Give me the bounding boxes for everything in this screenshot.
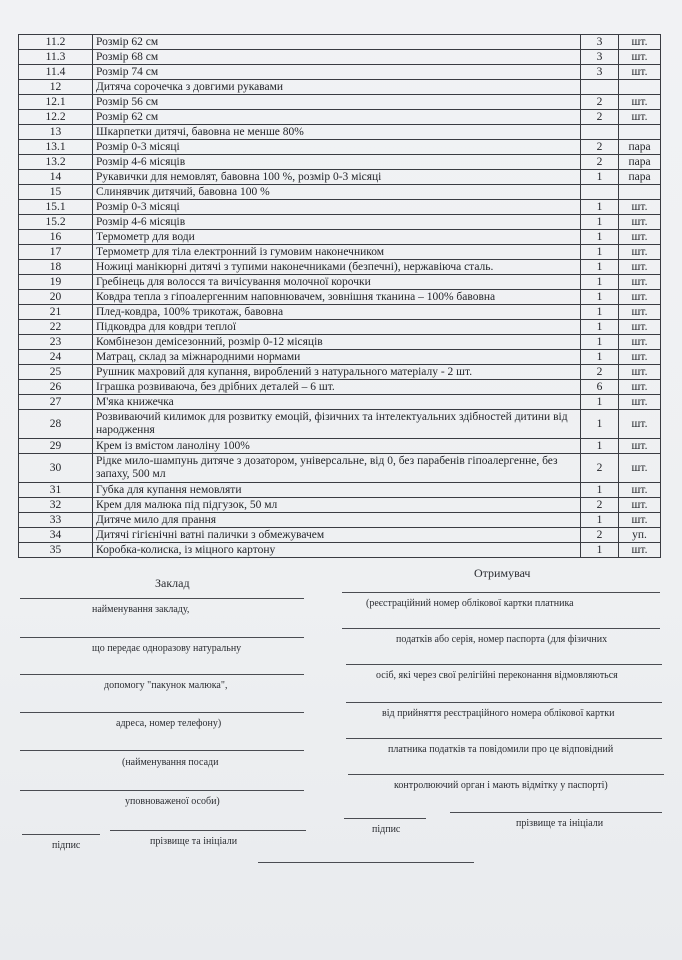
item-number: 11.2 <box>19 35 93 50</box>
item-quantity: 1 <box>581 439 619 454</box>
item-number: 13.1 <box>19 140 93 155</box>
item-description: Плед-ковдра, 100% трикотаж, бавовна <box>93 305 581 320</box>
item-number: 23 <box>19 335 93 350</box>
item-number: 13 <box>19 125 93 140</box>
item-description: Дитячі гігієнічні ватні палички з обмежувачем <box>93 528 581 543</box>
table-row <box>19 80 661 95</box>
item-unit: шт. <box>619 410 661 439</box>
item-description: Коробка-колиска, із міцного картону <box>93 543 581 558</box>
item-description: Розмір 62 см <box>93 110 581 125</box>
item-quantity: 2 <box>581 365 619 380</box>
item-unit: пара <box>619 170 661 185</box>
table-row <box>19 380 661 395</box>
table-row <box>19 454 661 483</box>
item-quantity: 3 <box>581 35 619 50</box>
institution-caption-2: що передає одноразову натуральну <box>92 643 242 654</box>
item-unit: шт. <box>619 543 661 558</box>
institution-name-caption: прізвище та ініціали <box>150 836 238 847</box>
item-description: Шкарпетки дитячі, бавовна не менше 80% <box>93 125 581 140</box>
item-unit: шт. <box>619 498 661 513</box>
item-number: 25 <box>19 365 93 380</box>
recipient-caption-4: від прийняття реєстраційного номера облікової картки <box>382 708 615 719</box>
item-description: Термометр для води <box>93 230 581 245</box>
item-number: 11.3 <box>19 50 93 65</box>
item-number: 35 <box>19 543 93 558</box>
item-quantity: 1 <box>581 200 619 215</box>
item-unit: шт. <box>619 200 661 215</box>
item-unit: уп. <box>619 528 661 543</box>
item-description: Рушник махровий для купання, вироблений з натурального матеріалу - 2 шт. <box>93 365 581 380</box>
table-row <box>19 215 661 230</box>
item-number: 33 <box>19 513 93 528</box>
item-quantity: 1 <box>581 543 619 558</box>
institution-caption-3: допомогу "пакунок малюка", <box>104 680 228 691</box>
item-unit <box>619 80 661 95</box>
institution-caption-6: уповноваженої особи) <box>125 796 220 807</box>
table-row <box>19 155 661 170</box>
institution-line <box>20 750 304 751</box>
items-table <box>18 34 661 558</box>
item-number: 28 <box>19 410 93 439</box>
item-description: Розмір 74 см <box>93 65 581 80</box>
item-quantity <box>581 80 619 95</box>
recipient-line <box>346 664 662 665</box>
table-row <box>19 350 661 365</box>
item-number: 13.2 <box>19 155 93 170</box>
recipient-line <box>346 738 662 739</box>
item-number: 12 <box>19 80 93 95</box>
institution-line <box>20 674 304 675</box>
item-description: Ножиці манікюрні дитячі з тупими наконечниками (безпечні), нержавіюча сталь. <box>93 260 581 275</box>
item-number: 34 <box>19 528 93 543</box>
item-quantity: 1 <box>581 350 619 365</box>
item-quantity: 3 <box>581 50 619 65</box>
table-row <box>19 365 661 380</box>
item-number: 29 <box>19 439 93 454</box>
table-row <box>19 50 661 65</box>
item-description: М'яка книжечка <box>93 395 581 410</box>
item-unit: шт. <box>619 380 661 395</box>
institution-name-line <box>110 830 306 831</box>
item-quantity: 1 <box>581 320 619 335</box>
item-description: Дитяча сорочечка з довгими рукавами <box>93 80 581 95</box>
item-quantity: 1 <box>581 170 619 185</box>
item-number: 30 <box>19 454 93 483</box>
recipient-caption-5: платника податків та повідомили про це відповідний <box>388 744 614 755</box>
item-number: 12.1 <box>19 95 93 110</box>
recipient-caption-1: (реєстраційний номер облікової картки платника <box>366 598 574 609</box>
institution-line <box>20 790 304 791</box>
table-row <box>19 125 661 140</box>
table-row <box>19 35 661 50</box>
item-description: Термометр для тіла електронний із гумовим наконечником <box>93 245 581 260</box>
institution-line <box>20 637 304 638</box>
item-number: 18 <box>19 260 93 275</box>
item-quantity: 1 <box>581 305 619 320</box>
item-quantity: 2 <box>581 110 619 125</box>
table-row <box>19 498 661 513</box>
table-row <box>19 245 661 260</box>
item-description: Гребінець для волосся та вичісування молочної корочки <box>93 275 581 290</box>
item-unit: шт. <box>619 483 661 498</box>
item-number: 24 <box>19 350 93 365</box>
item-unit: шт. <box>619 439 661 454</box>
institution-caption-4: адреса, номер телефону) <box>116 718 222 729</box>
item-unit: шт. <box>619 305 661 320</box>
recipient-line <box>346 702 662 703</box>
item-unit: шт. <box>619 395 661 410</box>
item-description: Слинявчик дитячий, бавовна 100 % <box>93 185 581 200</box>
table-row <box>19 395 661 410</box>
item-description: Розмір 0-3 місяці <box>93 200 581 215</box>
item-quantity <box>581 125 619 140</box>
table-row <box>19 65 661 80</box>
item-description: Ковдра тепла з гіпоалергенним наповнювачем, зовнішня тканина – 100% бавовна <box>93 290 581 305</box>
institution-heading: Заклад <box>155 576 190 590</box>
item-description: Іграшка розвиваюча, без дрібних деталей – 6 шт. <box>93 380 581 395</box>
table-row <box>19 170 661 185</box>
item-unit: шт. <box>619 513 661 528</box>
table-row <box>19 410 661 439</box>
item-number: 14 <box>19 170 93 185</box>
item-unit: шт. <box>619 350 661 365</box>
recipient-line <box>342 628 660 629</box>
item-unit: пара <box>619 140 661 155</box>
item-quantity: 2 <box>581 155 619 170</box>
item-unit: шт. <box>619 95 661 110</box>
item-unit: шт. <box>619 65 661 80</box>
item-number: 11.4 <box>19 65 93 80</box>
item-quantity: 6 <box>581 380 619 395</box>
item-description: Розмір 68 см <box>93 50 581 65</box>
item-description: Розмір 56 см <box>93 95 581 110</box>
item-number: 22 <box>19 320 93 335</box>
item-unit: шт. <box>619 260 661 275</box>
table-row <box>19 140 661 155</box>
table-row <box>19 230 661 245</box>
table-row <box>19 260 661 275</box>
table-row <box>19 200 661 215</box>
item-unit: шт. <box>619 290 661 305</box>
item-unit: шт. <box>619 50 661 65</box>
item-description: Розмір 4-6 місяців <box>93 215 581 230</box>
item-quantity: 3 <box>581 65 619 80</box>
institution-signature-line <box>22 834 100 835</box>
table-row <box>19 528 661 543</box>
item-description: Розмір 62 см <box>93 35 581 50</box>
item-description: Розмір 0-3 місяці <box>93 140 581 155</box>
item-number: 27 <box>19 395 93 410</box>
table-row <box>19 513 661 528</box>
institution-caption-5: (найменування посади <box>122 757 219 768</box>
item-number: 15.2 <box>19 215 93 230</box>
item-description: Комбінезон демісезонний, розмір 0-12 місяців <box>93 335 581 350</box>
recipient-line <box>342 592 660 593</box>
item-number: 12.2 <box>19 110 93 125</box>
item-number: 31 <box>19 483 93 498</box>
recipient-caption-3: осіб, які через свої релігійні переконання відмовляються <box>376 670 618 681</box>
item-description: Губка для купання немовляти <box>93 483 581 498</box>
recipient-name-caption: прізвище та ініціали <box>516 818 604 829</box>
item-description: Підковдра для ковдри теплої <box>93 320 581 335</box>
item-unit: шт. <box>619 215 661 230</box>
item-description: Крем із вмістом ланоліну 100% <box>93 439 581 454</box>
institution-signature-caption: підпис <box>52 840 81 851</box>
item-unit: шт. <box>619 454 661 483</box>
item-quantity: 1 <box>581 290 619 305</box>
item-quantity: 1 <box>581 260 619 275</box>
item-unit: шт. <box>619 245 661 260</box>
institution-line <box>20 598 304 599</box>
recipient-signature-line <box>344 818 426 819</box>
item-quantity: 1 <box>581 275 619 290</box>
item-quantity: 1 <box>581 335 619 350</box>
item-description: Рукавички для немовлят, бавовна 100 %, розмір 0-3 місяці <box>93 170 581 185</box>
table-row <box>19 483 661 498</box>
recipient-signature-caption: підпис <box>372 824 401 835</box>
date-line <box>258 862 474 863</box>
item-number: 16 <box>19 230 93 245</box>
table-row <box>19 275 661 290</box>
recipient-caption-2: податків або серія, номер паспорта (для фізичних <box>396 634 608 645</box>
item-quantity: 1 <box>581 215 619 230</box>
table-row <box>19 543 661 558</box>
table-row <box>19 185 661 200</box>
item-number: 32 <box>19 498 93 513</box>
items-table-body <box>19 35 661 558</box>
item-unit: шт. <box>619 275 661 290</box>
table-row <box>19 320 661 335</box>
item-quantity: 1 <box>581 395 619 410</box>
item-quantity: 1 <box>581 410 619 439</box>
table-row <box>19 335 661 350</box>
table-row <box>19 95 661 110</box>
item-number: 19 <box>19 275 93 290</box>
item-quantity <box>581 185 619 200</box>
item-unit: шт. <box>619 335 661 350</box>
item-quantity: 1 <box>581 483 619 498</box>
item-description: Крем для малюка під підгузок, 50 мл <box>93 498 581 513</box>
recipient-caption-6: контролюючий орган і мають відмітку у паспорті) <box>394 780 608 791</box>
item-quantity: 2 <box>581 498 619 513</box>
item-quantity: 2 <box>581 454 619 483</box>
item-unit <box>619 185 661 200</box>
item-description: Розмір 4-6 місяців <box>93 155 581 170</box>
item-number: 21 <box>19 305 93 320</box>
item-unit: пара <box>619 155 661 170</box>
item-quantity: 1 <box>581 245 619 260</box>
item-number: 17 <box>19 245 93 260</box>
item-unit <box>619 125 661 140</box>
item-number: 15 <box>19 185 93 200</box>
item-quantity: 1 <box>581 513 619 528</box>
item-description: Рідке мило-шампунь дитяче з дозатором, універсальне, від 0, без парабенів гіпоалергенне, без запаху, 500 мл <box>93 454 581 483</box>
item-description: Розвиваючий килимок для розвитку емоцій, фізичних та інтелектуальних здібностей дитини від народження <box>93 410 581 439</box>
item-description: Дитяче мило для прання <box>93 513 581 528</box>
item-unit: шт. <box>619 365 661 380</box>
recipient-line <box>348 774 664 775</box>
item-unit: шт. <box>619 320 661 335</box>
item-quantity: 2 <box>581 140 619 155</box>
table-row <box>19 290 661 305</box>
item-number: 26 <box>19 380 93 395</box>
institution-caption-1: найменування закладу, <box>92 604 190 615</box>
item-quantity: 1 <box>581 230 619 245</box>
table-row <box>19 439 661 454</box>
item-unit: шт. <box>619 230 661 245</box>
item-description: Матрац, склад за міжнародними нормами <box>93 350 581 365</box>
recipient-name-line <box>450 812 662 813</box>
institution-line <box>20 712 304 713</box>
item-unit: шт. <box>619 110 661 125</box>
item-quantity: 2 <box>581 528 619 543</box>
item-quantity: 2 <box>581 95 619 110</box>
item-number: 20 <box>19 290 93 305</box>
recipient-heading: Отримувач <box>474 566 531 580</box>
item-number: 15.1 <box>19 200 93 215</box>
table-row <box>19 305 661 320</box>
table-row <box>19 110 661 125</box>
item-unit: шт. <box>619 35 661 50</box>
